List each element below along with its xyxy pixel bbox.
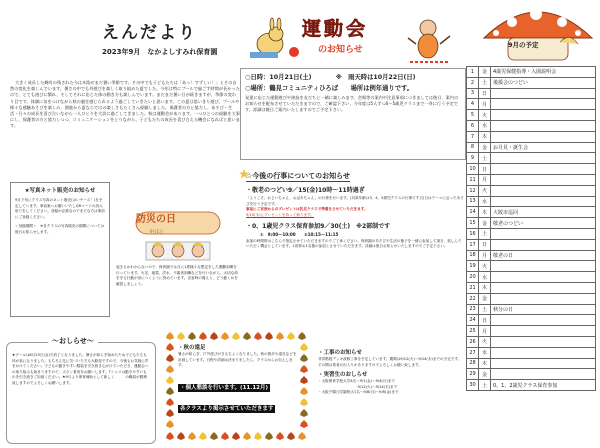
kojin-body: 各クラスより掲示させていただきます xyxy=(180,405,274,412)
calendar-weekday: 金 xyxy=(479,293,491,304)
bousai-badge: 9月1日 xyxy=(150,229,164,234)
calendar-row xyxy=(467,77,596,88)
calendar-weekday: 土 xyxy=(479,304,491,315)
calendar-event xyxy=(491,239,596,250)
calendar-day: 28 xyxy=(467,358,479,369)
leaf-icon xyxy=(300,376,308,384)
calendar-weekday: 日 xyxy=(479,239,491,250)
leaf-icon xyxy=(199,332,207,340)
keirou-body: 「ようこそ、おじいちゃん、おばあちゃん」の行事を行います。(対象年齢は3、4、5歳児クラスの行事です)当日はテーマに沿ったあそびを行う予定です。 xyxy=(246,196,464,206)
leaf-icon xyxy=(287,332,295,340)
calendar-row xyxy=(467,153,596,164)
calendar-day: 3 xyxy=(467,88,479,99)
calendar-row xyxy=(467,218,596,229)
undokai-place: ○場所：鶴見コミュニティひろば 場所は例年通りです。 xyxy=(245,85,414,92)
leaf-icon xyxy=(300,343,308,351)
hoiku-times: ① 9:00〜10:00 ②10:15〜11:15 xyxy=(260,232,339,238)
calendar-event: 秋分の日 xyxy=(491,304,596,315)
calendar-row xyxy=(467,326,596,337)
calendar-event: 敬老のつどい xyxy=(491,218,596,229)
calendar-row xyxy=(467,304,596,315)
leaf-icon xyxy=(166,354,174,362)
leaf-icon xyxy=(265,332,273,340)
page-title: えんだより xyxy=(102,23,197,43)
bousai-illustration xyxy=(116,206,240,266)
calendar-row xyxy=(467,336,596,347)
calendar-day: 6 xyxy=(467,120,479,131)
calendar-day: 5 xyxy=(467,110,479,121)
calendar-event: 4歳児保健指導・入園説明会 xyxy=(491,67,596,78)
calendar-event: 0、1、2歳児クラス保育参加 xyxy=(491,380,596,391)
calendar-event xyxy=(491,110,596,121)
leaf-icon xyxy=(300,354,308,362)
calendar-day: 23 xyxy=(467,304,479,315)
photo-sale-box xyxy=(10,182,110,317)
calendar-day: 20 xyxy=(467,272,479,283)
leaf-icon xyxy=(243,332,251,340)
hoiku-heading: ・0、1歳児クラス保育参加9／30(土) ※2部制です xyxy=(246,223,391,231)
calendar-row xyxy=(467,120,596,131)
kouji-body: 非常階段デッキ改修工事を予定しています。期間は9/12(火)〜9/14(木)までの予定です。その間は業者の出入りがありますのでよろしくお願い致します。 xyxy=(318,357,462,367)
calendar-day: 4 xyxy=(467,99,479,110)
calendar-row xyxy=(467,272,596,283)
calendar-event xyxy=(491,153,596,164)
calendar-weekday: 金 xyxy=(479,142,491,153)
calendar-row xyxy=(467,250,596,261)
autumn-box xyxy=(178,344,298,436)
undokai-info-box xyxy=(240,68,466,160)
calendar-event xyxy=(491,174,596,185)
keirou-heading: ・敬老のつどい9／15(金)10時〜11時過ぎ xyxy=(246,187,365,194)
calendar-event: お月見・誕生会 xyxy=(491,142,596,153)
undokai-date-row xyxy=(245,72,461,83)
calendar-row xyxy=(467,358,596,369)
calendar-day: 24 xyxy=(467,315,479,326)
calendar-weekday: 土 xyxy=(479,77,491,88)
mushroom-icon xyxy=(478,2,598,62)
calendar-row xyxy=(467,142,596,153)
calendar-row xyxy=(467,185,596,196)
leaf-icon xyxy=(177,332,185,340)
calendar-event xyxy=(491,99,596,110)
calendar-day: 25 xyxy=(467,326,479,337)
calendar-weekday: 水 xyxy=(479,120,491,131)
calendar-weekday: 日 xyxy=(479,164,491,175)
oshirase-body: ★プールは8月25日(金)で終了となりました。暑さが和らぎ始めたため子どもたちも体が楽になりました。もちろん先に気づいた方も大歓迎ですので、今後もお気軽に声をかけてください。子どもの動きやすい服装を引き続き心がけていただき、運動会への取り組みも始まりますので、ズボン着用をお願いします。Tシャツは動きやすいものを引き続きご用意ください。★9月より保育補助として新しく の職員が勤務致しますのでよろしくお願いします。 xyxy=(12,353,149,385)
calendar-row xyxy=(467,228,596,239)
calendar-weekday: 木 xyxy=(479,282,491,293)
photo-sale-title: ★写真ネット販売のお知らせ xyxy=(24,188,96,194)
calendar-weekday: 火 xyxy=(479,261,491,272)
photo-sale-note: ＜登録期間＞ ※各クラスの写真販売の期間については後日お知らせします。 xyxy=(15,224,105,234)
calendar-row xyxy=(467,88,596,99)
events-section-title: ☆今後の行事についてのお知らせ xyxy=(246,172,350,180)
calendar-weekday: 金 xyxy=(479,67,491,78)
leaf-icon xyxy=(298,332,306,340)
leaf-icon xyxy=(166,332,174,340)
leaf-icon xyxy=(300,420,308,428)
calendar-event xyxy=(491,336,596,347)
page-subtitle: 2023年9月 なかよしすみれ保育園 xyxy=(102,48,218,56)
calendar-day: 8 xyxy=(467,142,479,153)
calendar-row xyxy=(467,207,596,218)
calendar-day: 27 xyxy=(467,347,479,358)
calendar-weekday: 木 xyxy=(479,358,491,369)
calendar-weekday: 土 xyxy=(479,228,491,239)
leaf-icon xyxy=(166,387,174,395)
calendar-event xyxy=(491,120,596,131)
calendar-day: 18 xyxy=(467,250,479,261)
calendar-event xyxy=(491,282,596,293)
calendar-row xyxy=(467,99,596,110)
calendar-weekday: 金 xyxy=(479,369,491,380)
undokai-subtitle: のお知らせ xyxy=(318,45,363,55)
animal-runners-right-icon xyxy=(408,20,450,62)
calendar-weekday: 火 xyxy=(479,110,491,121)
undokai-rain-date: ※ 雨天時は10月22日(日) xyxy=(335,74,416,81)
calendar-row xyxy=(467,67,596,78)
oshirase-box xyxy=(6,342,156,444)
calendar-event: 敬老の日 xyxy=(491,250,596,261)
calendar-row xyxy=(467,282,596,293)
calendar-weekday: 木 xyxy=(479,207,491,218)
calendar-weekday: 水 xyxy=(479,272,491,283)
calendar-row xyxy=(467,369,596,380)
undokai-title: 運動会 xyxy=(302,18,369,40)
calendar-row xyxy=(467,239,596,250)
calendar-weekday: 日 xyxy=(479,88,491,99)
leaf-icon xyxy=(166,420,174,428)
calendar-weekday: 月 xyxy=(479,250,491,261)
oshirase-title: 〜おしらせ〜 xyxy=(48,336,98,346)
undokai-body: 発達に応じた運動遊びや演技を友だちと一緒に楽しみます。会場等の案内や注意事項につきましては後日、案内のお知らせを配布させていただきますので、ご確認下さい。今年度は5人ずつ0〜5歳児クラスまで一斉に行う予定です。詳細は後日ご案内いたしますのでご予定下さい。 xyxy=(245,95,459,113)
calendar-weekday: 水 xyxy=(479,196,491,207)
calendar-event xyxy=(491,369,596,380)
calendar-weekday: 日 xyxy=(479,315,491,326)
calendar-event xyxy=(491,196,596,207)
calendar-row xyxy=(467,196,596,207)
calendar-day: 26 xyxy=(467,336,479,347)
leaf-icon xyxy=(210,332,218,340)
calendar-row xyxy=(467,347,596,358)
calendar-day: 29 xyxy=(467,369,479,380)
calendar-day: 21 xyxy=(467,282,479,293)
calendar-weekday: 土 xyxy=(479,153,491,164)
jisshu-row: ・大阪保育学校大学4名〜9/1(金)〜9/4(月)まで xyxy=(318,379,395,384)
calendar-weekday: 月 xyxy=(479,99,491,110)
leaf-icon xyxy=(166,432,174,440)
calendar-day: 17 xyxy=(467,239,479,250)
leaf-icon xyxy=(166,343,174,351)
calendar-event xyxy=(491,293,596,304)
calendar-event xyxy=(491,358,596,369)
calendar-day: 7 xyxy=(467,131,479,142)
events-section xyxy=(246,186,464,326)
calendar-day: 12 xyxy=(467,185,479,196)
calendar-row xyxy=(467,164,596,175)
calendar-weekday: 火 xyxy=(479,336,491,347)
september-calendar xyxy=(466,66,596,391)
calendar-weekday: 月 xyxy=(479,174,491,185)
calendar-weekday: 水 xyxy=(479,347,491,358)
calendar-event xyxy=(491,326,596,337)
ensoku-body: 暑さが和らぎ、戸外遊びがきもちよくなりました。秋の散歩や遠足などを計画しています。日程や詳細は決まりましたら、クラスからお伝えします。 xyxy=(178,352,297,368)
leaf-icon xyxy=(232,332,240,340)
hoiku-body: 参加の時間帯はこちらで指定させていただきますのでご了承ください。保育園のあそびや生活の様子を一緒に参加して頂き、楽しんでいただく機会としています。1世帯お1名様の参加とさせていただきます。詳細は後日お知らせいたしますのでご予定下さい。 xyxy=(246,238,462,249)
calendar-day: 10 xyxy=(467,164,479,175)
calendar-row xyxy=(467,293,596,304)
calendar-event: 大阪市巡回 xyxy=(491,207,596,218)
calendar-event xyxy=(491,272,596,283)
calendar-event xyxy=(491,164,596,175)
calendar-event xyxy=(491,185,596,196)
calendar-weekday: 木 xyxy=(479,131,491,142)
kojin-heading: ・個人懇談を行います。(11.12月) xyxy=(180,384,268,391)
jisshu-heading: ・実習生のおしらせ xyxy=(318,372,368,379)
calendar-event xyxy=(491,228,596,239)
notices-box xyxy=(318,349,463,445)
leaf-icon xyxy=(221,332,229,340)
calendar-weekday: 火 xyxy=(479,185,491,196)
leaf-icon xyxy=(298,432,306,440)
calendar-weekday: 月 xyxy=(479,326,491,337)
calendar-day: 13 xyxy=(467,196,479,207)
calendar-row xyxy=(467,131,596,142)
undokai-date: ○日時：10月21日(土) xyxy=(245,74,312,81)
calendar-day: 11 xyxy=(467,174,479,185)
bousai-title: 防災の日 xyxy=(136,214,176,225)
leaf-icon xyxy=(254,332,262,340)
calendar-row xyxy=(467,261,596,272)
calendar-day: 9 xyxy=(467,153,479,164)
calendar-day: 22 xyxy=(467,293,479,304)
intro-text: 大きく成長した蝉舟の残された今は木陰がまだ暑い季節です。その中でも子どもたちは「あっ！すずしい！」とその自然の変化を楽しんでいます。暑さの中でも外遊びを楽しく取り組めた夏でした。今年は特にプールで過ごす時間が長かったので、とても遊びに慣れ、そしてそれに応じた体の動き方も楽しんでいます。まだまだ暑い日が続きますが、季節の変わり目です。体調に気をつけながら秋の風を感じられるよう過ごしていきたいと思います。この夏は思いきり遊び、プールや様々な感触あそびを楽しみ、園庭から夏ならではの楽しさもたくさん経験しました。保護者の方と協力し、あそび・生活・日々の成長を喜び合いながら一人ひとりを大切に過ごしてきました。秋は運動会があります。一つひとつの経験を大事にし、保護者の方と協力しつつ、コミュニケーションをとりながら、子どもたちの成長を喜び合える機会になればと思います。 xyxy=(10,80,240,129)
calendar-day: 30 xyxy=(467,380,479,391)
calendar-row xyxy=(467,174,596,185)
undokai-title-block xyxy=(296,14,401,64)
leaf-icon xyxy=(166,365,174,373)
calendar-event xyxy=(491,347,596,358)
calendar-event xyxy=(491,315,596,326)
calendar-day: 16 xyxy=(467,228,479,239)
leaf-icon xyxy=(276,332,284,340)
ensoku-heading: ・秋の遠足 xyxy=(178,345,206,351)
calendar-event: 後援会のつどい xyxy=(491,77,596,88)
calendar-day: 2 xyxy=(467,77,479,88)
leaf-icon xyxy=(300,365,308,373)
calendar-event xyxy=(491,261,596,272)
leaf-icon xyxy=(300,398,308,406)
jisshu-row: 9/12(火)〜9/14(木)まで xyxy=(318,384,398,389)
jisshu-row: ・大阪夕陽丘学園短大1名〜9/8(月)〜9/8(金)まで xyxy=(318,390,399,395)
bousai-body: 起きるかわからないので、保育園では月に1度様々な想定をした避難訓練を行っています。火災、地震、洪水、不審者訓練などを行いながら、大切な命を守る行動が身につくように努めています。災害時の備えと、どう動くかを確認しましょう。 xyxy=(116,265,238,286)
calendar-day: 1 xyxy=(467,67,479,78)
calendar-day: 14 xyxy=(467,207,479,218)
photo-sale-body: 9月下旬にクラス写真のネット販売(はいチーズ！)を予定しています。事前案へお願いいたしQRコードの読み取りをしてください。登録が必要なのでまだな方は事前にご登録ください。 xyxy=(15,198,105,219)
leaf-icon xyxy=(300,409,308,417)
kouji-heading: ・工事のお知らせ xyxy=(318,350,362,356)
calendar-event xyxy=(491,131,596,142)
calendar-row xyxy=(467,110,596,121)
leaf-icon xyxy=(166,376,174,384)
calendar-row xyxy=(467,380,596,391)
calendar-day: 19 xyxy=(467,261,479,272)
calendar-weekday: 金 xyxy=(479,218,491,229)
leaf-icon xyxy=(166,409,174,417)
calendar-weekday: 土 xyxy=(479,380,491,391)
calendar-row xyxy=(467,315,596,326)
animal-runners-left-icon xyxy=(250,18,299,58)
calendar-event xyxy=(491,88,596,99)
leaf-icon xyxy=(188,332,196,340)
keirou-present-note: 事前にご家族からのプレゼントは乳児クラスで準備をさせていただきます。 xyxy=(246,207,368,212)
calendar-day: 15 xyxy=(467,218,479,229)
leaf-icon xyxy=(166,398,174,406)
keirou-present-date: 9/15(木)にプレゼントを持って帰ります。 xyxy=(246,212,314,217)
september-title: 9月の予定 xyxy=(508,41,539,49)
leaf-icon xyxy=(300,387,308,395)
